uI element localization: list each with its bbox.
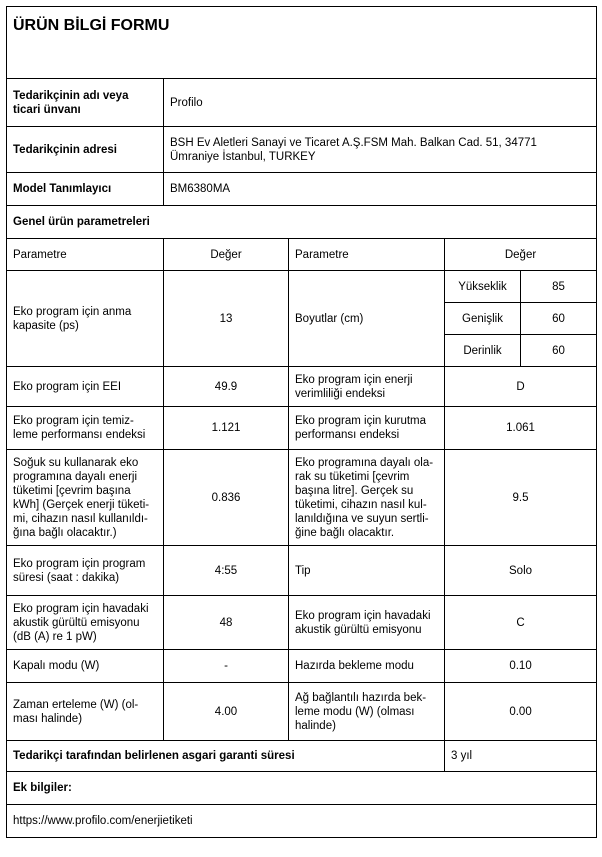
dimension-height-label: Yükseklik bbox=[445, 271, 521, 303]
param-off-mode: Kapalı modu (W) bbox=[7, 650, 164, 683]
param-energy-consumption: Soğuk su kullanarak eko programına dayalı enerji tüketimi [çevrim başına kWh] (Gerçek enerji tüketi- mi, cihazın nasıl kullanıldı- ğına bağlı olacaktır.) bbox=[7, 450, 164, 546]
value-noise-class: C bbox=[445, 596, 597, 650]
value-cleaning-index: 1.121 bbox=[164, 407, 289, 450]
dimension-depth-label: Derinlik bbox=[445, 335, 521, 367]
param-program-duration: Eko program için program süresi (saat : dakika) bbox=[7, 546, 164, 596]
dimension-depth-value: 60 bbox=[521, 335, 597, 367]
header-parameter-2: Parametre bbox=[289, 239, 445, 271]
form-title: ÜRÜN BİLGİ FORMU bbox=[7, 7, 597, 79]
value-noise-emission: 48 bbox=[164, 596, 289, 650]
extra-info-heading: Ek bilgiler: bbox=[7, 772, 597, 805]
header-value-1: Değer bbox=[164, 239, 289, 271]
param-noise-class: Eko program için havadaki akustik gürültü emisyonu bbox=[289, 596, 445, 650]
param-energy-class: Eko program için enerji verimliliği endeksi bbox=[289, 367, 445, 407]
value-program-duration: 4:55 bbox=[164, 546, 289, 596]
value-drying-index: 1.061 bbox=[445, 407, 597, 450]
param-delay-start: Zaman erteleme (W) (ol- ması halinde) bbox=[7, 683, 164, 741]
param-eei: Eko program için EEI bbox=[7, 367, 164, 407]
param-cleaning-index: Eko program için temiz- leme performansı endeksi bbox=[7, 407, 164, 450]
model-value: BM6380MA bbox=[164, 173, 597, 206]
value-delay-start: 4.00 bbox=[164, 683, 289, 741]
param-water-consumption: Eko programına dayalı ola- rak su tüketimi [çevrim başına litre]. Gerçek su tüketimi, cihazın nasıl kul- lanıldığına ve suyun sertli- ğine bağlı olacaktır. bbox=[289, 450, 445, 546]
model-label: Model Tanımlayıcı bbox=[7, 173, 164, 206]
value-energy-class: D bbox=[445, 367, 597, 407]
param-networked-standby: Ağ bağlantılı hazırda bek- leme modu (W) (olması halinde) bbox=[289, 683, 445, 741]
value-eei: 49.9 bbox=[164, 367, 289, 407]
supplier-address-label: Tedarikçinin adresi bbox=[7, 127, 164, 173]
header-value-2: Değer bbox=[445, 239, 597, 271]
param-drying-index: Eko program için kurutma performansı endeksi bbox=[289, 407, 445, 450]
supplier-name-value: Profilo bbox=[164, 79, 597, 127]
energy-label-link[interactable]: https://www.profilo.com/enerjietiketi bbox=[7, 805, 597, 838]
param-type: Tip bbox=[289, 546, 445, 596]
value-capacity: 13 bbox=[164, 271, 289, 367]
supplier-name-label: Tedarikçinin adı veya ticari ünvanı bbox=[7, 79, 164, 127]
value-energy-consumption: 0.836 bbox=[164, 450, 289, 546]
param-capacity: Eko program için anma kapasite (ps) bbox=[7, 271, 164, 367]
param-noise-emission: Eko program için havadaki akustik gürültü emisyonu (dB (A) re 1 pW) bbox=[7, 596, 164, 650]
supplier-address-value: BSH Ev Aletleri Sanayi ve Ticaret A.Ş.FSM Mah. Balkan Cad. 51, 34771 Ümraniye İstanbul, TURKEY bbox=[164, 127, 597, 173]
value-standby-mode: 0.10 bbox=[445, 650, 597, 683]
value-type: Solo bbox=[445, 546, 597, 596]
warranty-label: Tedarikçi tarafından belirlenen asgari garanti süresi bbox=[7, 741, 445, 772]
dimension-height-value: 85 bbox=[521, 271, 597, 303]
product-info-form bbox=[6, 6, 597, 838]
value-water-consumption: 9.5 bbox=[445, 450, 597, 546]
value-off-mode: - bbox=[164, 650, 289, 683]
param-dimensions: Boyutlar (cm) bbox=[289, 271, 445, 367]
general-parameters-heading: Genel ürün parametreleri bbox=[7, 206, 597, 239]
header-parameter-1: Parametre bbox=[7, 239, 164, 271]
dimension-width-value: 60 bbox=[521, 303, 597, 335]
warranty-value: 3 yıl bbox=[445, 741, 597, 772]
dimension-width-label: Genişlik bbox=[445, 303, 521, 335]
param-standby-mode: Hazırda bekleme modu bbox=[289, 650, 445, 683]
value-networked-standby: 0.00 bbox=[445, 683, 597, 741]
